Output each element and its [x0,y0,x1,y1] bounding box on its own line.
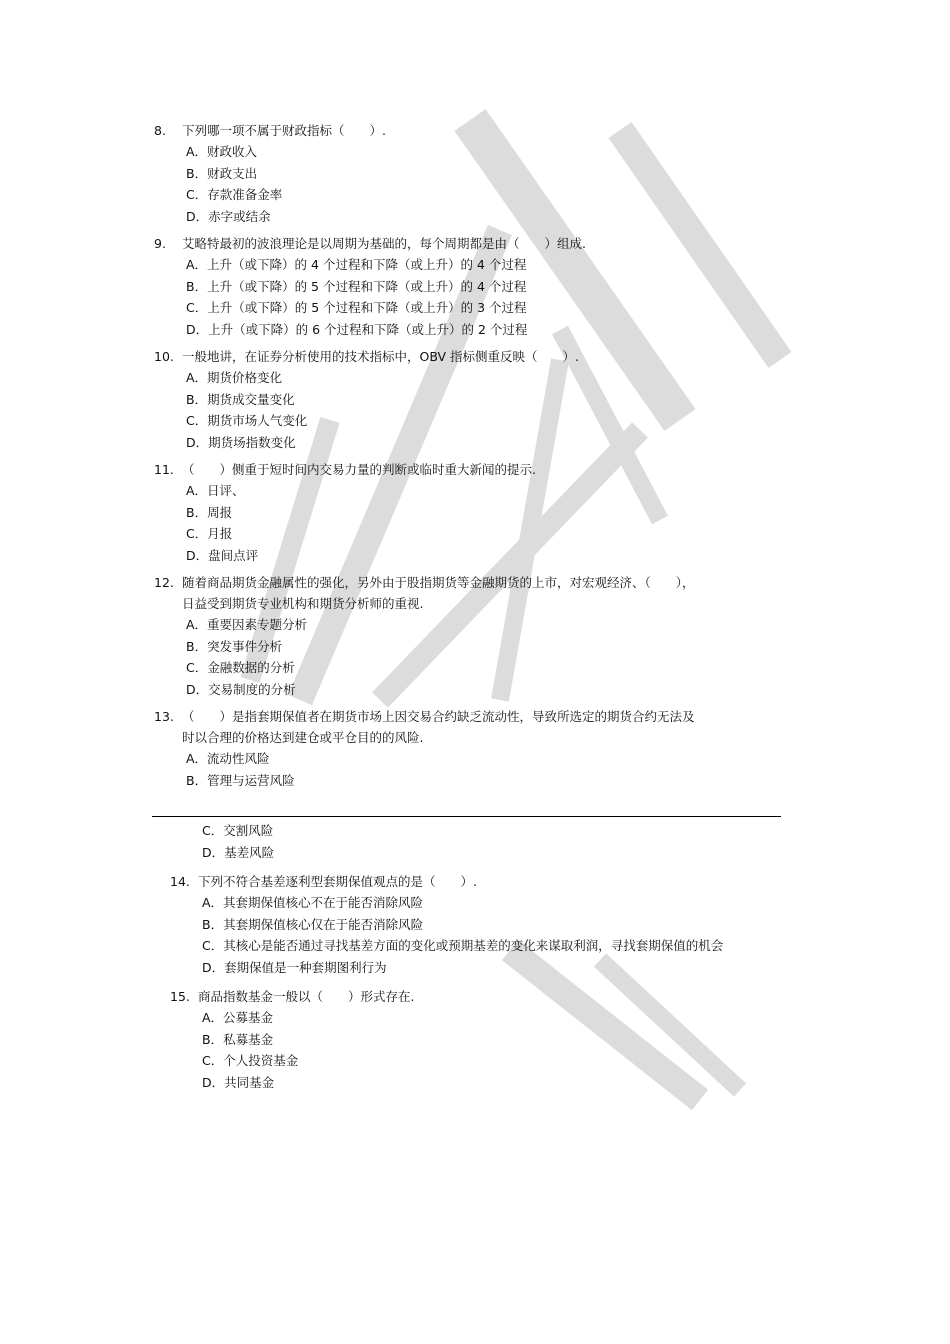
question-9 [154,233,695,340]
option: A．期货价格变化 [186,370,283,385]
question-number: 13. [154,709,174,724]
option: A．日评、 [186,483,245,498]
option: B．管理与运营风险 [186,772,295,788]
option: A．公募基金 [202,1010,274,1025]
question-text: （ ）是指套期保值者在期货市场上因交易合约缺乏流动性，导致所选定的期货合约无法及 [182,709,695,724]
option: D．盘间点评 [186,547,259,563]
question-text: 商品指数基金一般以（ ）形式存在. [198,989,415,1004]
question-15 [170,986,723,1093]
option: B．突发事件分析 [186,638,283,654]
option: C．月报 [186,526,233,541]
question-number: 15. [170,989,190,1004]
option: C．交割风险 [202,823,274,838]
question-text-continued: 时以合理的价格达到建仓或平仓目的的风险. [182,730,424,745]
option: C．金融数据的分析 [186,660,295,675]
question-number: 9. [154,236,166,251]
option: B．私募基金 [202,1031,274,1047]
option: A．重要因素专题分析 [186,617,308,632]
option: B．期货成交量变化 [186,391,295,407]
page-divider [152,816,781,817]
option: D．共同基金 [202,1074,275,1090]
question-13 [154,706,695,791]
question-block-2 [170,820,723,1093]
option: D．交易制度的分析 [186,681,296,697]
option: B．财政支出 [186,165,258,181]
question-11 [154,459,695,566]
question-number: 11. [154,462,174,477]
question-14 [170,871,723,978]
option: C．期货市场人气变化 [186,413,308,428]
option: D．上升（或下降）的 6 个过程和下降（或上升）的 2 个过程 [186,321,528,337]
question-8 [154,120,695,227]
option: D．赤字或结余 [186,208,271,224]
question-number: 12. [154,575,174,590]
question-text: 一般地讲，在证券分析使用的技术指标中，OBV 指标侧重反映（ ）. [182,349,580,364]
question-block-1 [154,120,695,791]
question-text-continued: 日益受到期货专业机构和期货分析师的重视. [182,596,424,611]
option: A．上升（或下降）的 4 个过程和下降（或上升）的 4 个过程 [186,257,527,272]
question-text: 随着商品期货金融属性的强化，另外由于股指期货等金融期货的上市，对宏观经济、（ ）， [182,575,695,590]
option: A．财政收入 [186,144,258,159]
option: B．上升（或下降）的 5 个过程和下降（或上升）的 4 个过程 [186,278,527,294]
question-text: （ ）侧重于短时间内交易力量的判断或临时重大新闻的提示. [182,462,536,477]
question-text: 下列哪一项不属于财政指标（ ）. [182,123,386,138]
question-number: 10. [154,349,174,364]
option: C．个人投资基金 [202,1053,299,1068]
question-number: 8. [154,123,166,138]
question-13-continued [170,820,723,863]
option: C．存款准备金率 [186,187,283,202]
option: D．期货场指数变化 [186,434,296,450]
option: C．其核心是能否通过寻找基差方面的变化或预期基差的变化来谋取利润，寻找套期保值的机会 [202,938,724,953]
option: B．其套期保值核心仅在于能否消除风险 [202,916,424,932]
option: C．上升（或下降）的 5 个过程和下降（或上升）的 3 个过程 [186,300,527,315]
question-10 [154,346,695,453]
option: D．基差风险 [202,844,275,860]
option: A．其套期保值核心不在于能否消除风险 [202,895,424,910]
option: A．流动性风险 [186,751,270,766]
question-text: 艾略特最初的波浪理论是以周期为基础的，每个周期都是由（ ）组成. [182,236,586,251]
option: D．套期保值是一种套期图利行为 [202,959,387,975]
option: B．周报 [186,504,233,520]
question-12 [154,572,695,700]
question-number: 14. [170,874,190,889]
question-text: 下列不符合基差逐利型套期保值观点的是（ ）. [198,874,477,889]
